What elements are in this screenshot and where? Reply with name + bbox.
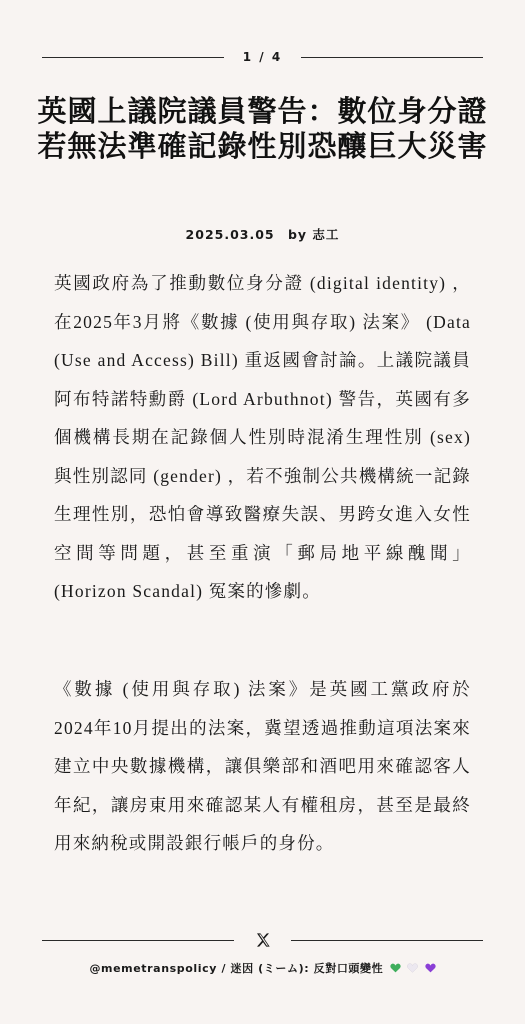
white-heart-icon (407, 963, 418, 973)
footer-divider-row (42, 930, 483, 950)
article-title: 英國上議院議員警告：數位身分證若無法準確記錄性別恐釀巨大災害 (37, 94, 488, 163)
footer-divider-right (291, 940, 483, 941)
article-byline (0, 225, 525, 243)
footer-attribution (0, 960, 525, 976)
green-heart-icon (390, 963, 401, 973)
x-logo-icon[interactable] (255, 932, 271, 948)
page-indicator: 1 / 4 (242, 50, 283, 64)
header-divider-left (42, 57, 224, 58)
footer-divider-left (42, 940, 234, 941)
footer-handle-text[interactable]: @memetranspolicy / 迷因 (ミーム): 反對口頭變性 (89, 962, 384, 975)
purple-heart-icon (425, 963, 436, 973)
article-paragraph-1: 英國政府為了推動數位身分證 (digital identity) ，在2025年3月將《數據 (使用與存取) 法案》 (Data (Use and Access) Bill) 重返國會討論。上議院議員阿布特諾特勳爵 (Lord Arbuthnot) 警告，英國有多個機構長期在記錄個人性別時混淆生理性別 (sex) 與性別認同 (gender) ，若不強制公共機構統一記錄生理性別，恐怕會導致醫療失誤、男跨女進入女性空間等問題，甚至重演「郵局地平線醜聞」 (Horizon Scandal) 冤案的慘劇。 (54, 273, 471, 601)
article-date: 2025.03.05 (185, 227, 275, 242)
article-author: by 志工 (287, 227, 340, 242)
page-header (42, 46, 483, 68)
header-divider-right (301, 57, 483, 58)
article-paragraph-2: 《數據 (使用與存取) 法案》是英國工黨政府於2024年10月提出的法案，冀望透過推動這項法案來建立中央數據機構，讓俱樂部和酒吧用來確認客人年紀，讓房東用來確認某人有權租房，甚至是最終用來納稅或開設銀行帳戶的身份。 (54, 679, 471, 853)
